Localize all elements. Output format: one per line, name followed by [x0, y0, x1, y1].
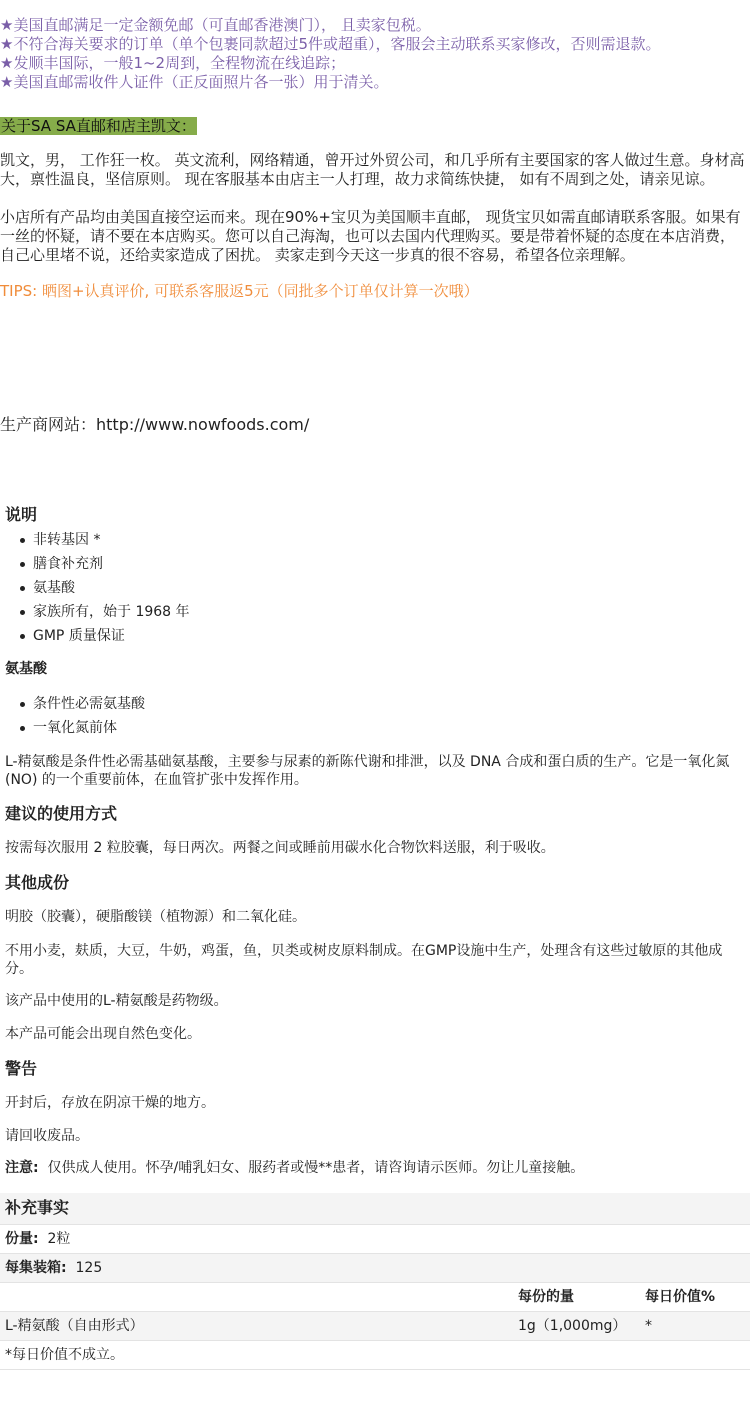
serving-value: 2粒: [47, 1231, 71, 1247]
description-heading: 说明: [5, 505, 38, 524]
nutrient-amount: 1g（1,000mg）: [518, 1318, 627, 1334]
warning-heading: 警告: [5, 1059, 38, 1078]
website-link[interactable]: http://www.nowfoods.com/: [96, 415, 310, 434]
description-list: [5, 531, 745, 645]
list-item: 一氧化氮前体: [33, 719, 745, 737]
about-heading-row: [0, 117, 750, 136]
list-item: 非转基因 *: [33, 531, 745, 549]
nutrient-name: L-精氨酸（自由形式）: [5, 1318, 144, 1334]
product-details: [5, 505, 745, 1177]
facts-footnote: *每日价值不成立。: [0, 1341, 750, 1370]
list-item: GMP 质量保证: [33, 627, 745, 645]
amino-heading: 氨基酸: [5, 661, 47, 677]
note-text: 仅供成人使用。怀孕/哺乳妇女、服药者或慢**患者，请咨询请示医师。勿让儿童接触。: [47, 1160, 585, 1176]
other-line: 该产品中使用的L-精氨酸是药物级。: [5, 993, 228, 1009]
about-heading: 关于SA SA直邮和店主凯文：: [1, 117, 196, 135]
about-paragraph-1: 凯文，男， 工作狂一枚。 英文流利，网络精通，曾开过外贸公司，和几乎所有主要国家的客人做过生意。身材高大，禀性温良，坚信原则。 现在客服基本由店主一人打理，故力求简练快捷， 如有不周到之处，请亲见谅。: [0, 151, 745, 188]
amino-body: L-精氨酸是条件性必需基础氨基酸，主要参与尿素的新陈代谢和排泄，以及 DNA 合成和蛋白质的生产。它是一氧化氮 (NO) 的一个重要前体，在血管扩张中发挥作用。: [5, 754, 730, 788]
list-item: 膳食补充剂: [33, 555, 745, 573]
warning-note: [5, 1160, 745, 1177]
website-label: 生产商网站：: [0, 415, 97, 434]
notice-line: ★不符合海关要求的订单（单个包裹同款超过5件或超重），客服会主动联系买家修改，否则需退款。: [0, 35, 661, 53]
usage-body: 按需每次服用 2 粒胶囊，每日两次。两餐之间或睡前用碳水化合物饮料送服，利于吸收。: [5, 840, 555, 856]
list-item: 氨基酸: [33, 579, 745, 597]
notice-line: ★发顺丰国际，一般1~2周到，全程物流在线追踪；: [0, 54, 346, 72]
per-container-value: 125: [75, 1260, 103, 1276]
warning-line: 开封后，存放在阴凉干燥的地方。: [5, 1095, 215, 1111]
other-line: 本产品可能会出现自然色变化。: [5, 1026, 201, 1042]
facts-heading: 补充事实: [0, 1193, 750, 1225]
note-label: 注意:: [5, 1160, 39, 1176]
other-line: 明胶（胶囊），硬脂酸镁（植物源）和二氧化硅。: [5, 909, 306, 925]
other-ingredients-heading: 其他成份: [5, 873, 70, 892]
usage-heading: 建议的使用方式: [5, 804, 118, 823]
nutrient-daily-value: *: [645, 1318, 652, 1334]
manufacturer-website: [0, 415, 309, 435]
serving-label: 份量:: [5, 1231, 39, 1247]
list-item: 条件性必需氨基酸: [33, 695, 745, 713]
facts-row-per-container: [0, 1254, 750, 1283]
list-item: 家族所有，始于 1968 年: [33, 603, 745, 621]
supplement-facts-table: [0, 1193, 750, 1370]
other-line: 不用小麦，麸质，大豆，牛奶，鸡蛋，鱼，贝类或树皮原料制成。在GMP设施中生产，处理含有这些过敏原的其他成分。: [5, 943, 723, 977]
tips-text: TIPS: 晒图+认真评价, 可联系客服返5元（同批多个订单仅计算一次哦）: [0, 282, 479, 300]
amount-column-header: 每份的量: [518, 1289, 574, 1305]
table-row: [0, 1312, 750, 1341]
amino-list: [5, 695, 745, 737]
facts-row-serving: [0, 1225, 750, 1254]
shipping-notices: [0, 0, 750, 92]
warning-line: 请回收废品。: [5, 1128, 89, 1144]
notice-line: ★美国直邮需收件人证件（正反面照片各一张）用于清关。: [0, 73, 389, 91]
notice-line: ★美国直邮满足一定金额免邮（可直邮香港澳门）， 且卖家包税。: [0, 16, 431, 34]
about-paragraph-2: 小店所有产品均由美国直接空运而来。现在90%+宝贝为美国顺丰直邮， 现货宝贝如需直邮请联系客服。如果有一丝的怀疑，请不要在本店购买。您可以自己海淘，也可以去国内代理购买。要是带着怀疑的态度在本店消费，自己心里堵不说，还给卖家造成了困扰。 卖家走到今天这一步真的很不容易，希望各位亲理解。: [0, 208, 741, 264]
facts-column-headers: [0, 1283, 750, 1312]
per-container-label: 每集装箱:: [5, 1260, 67, 1276]
daily-value-column-header: 每日价值%: [645, 1289, 716, 1305]
